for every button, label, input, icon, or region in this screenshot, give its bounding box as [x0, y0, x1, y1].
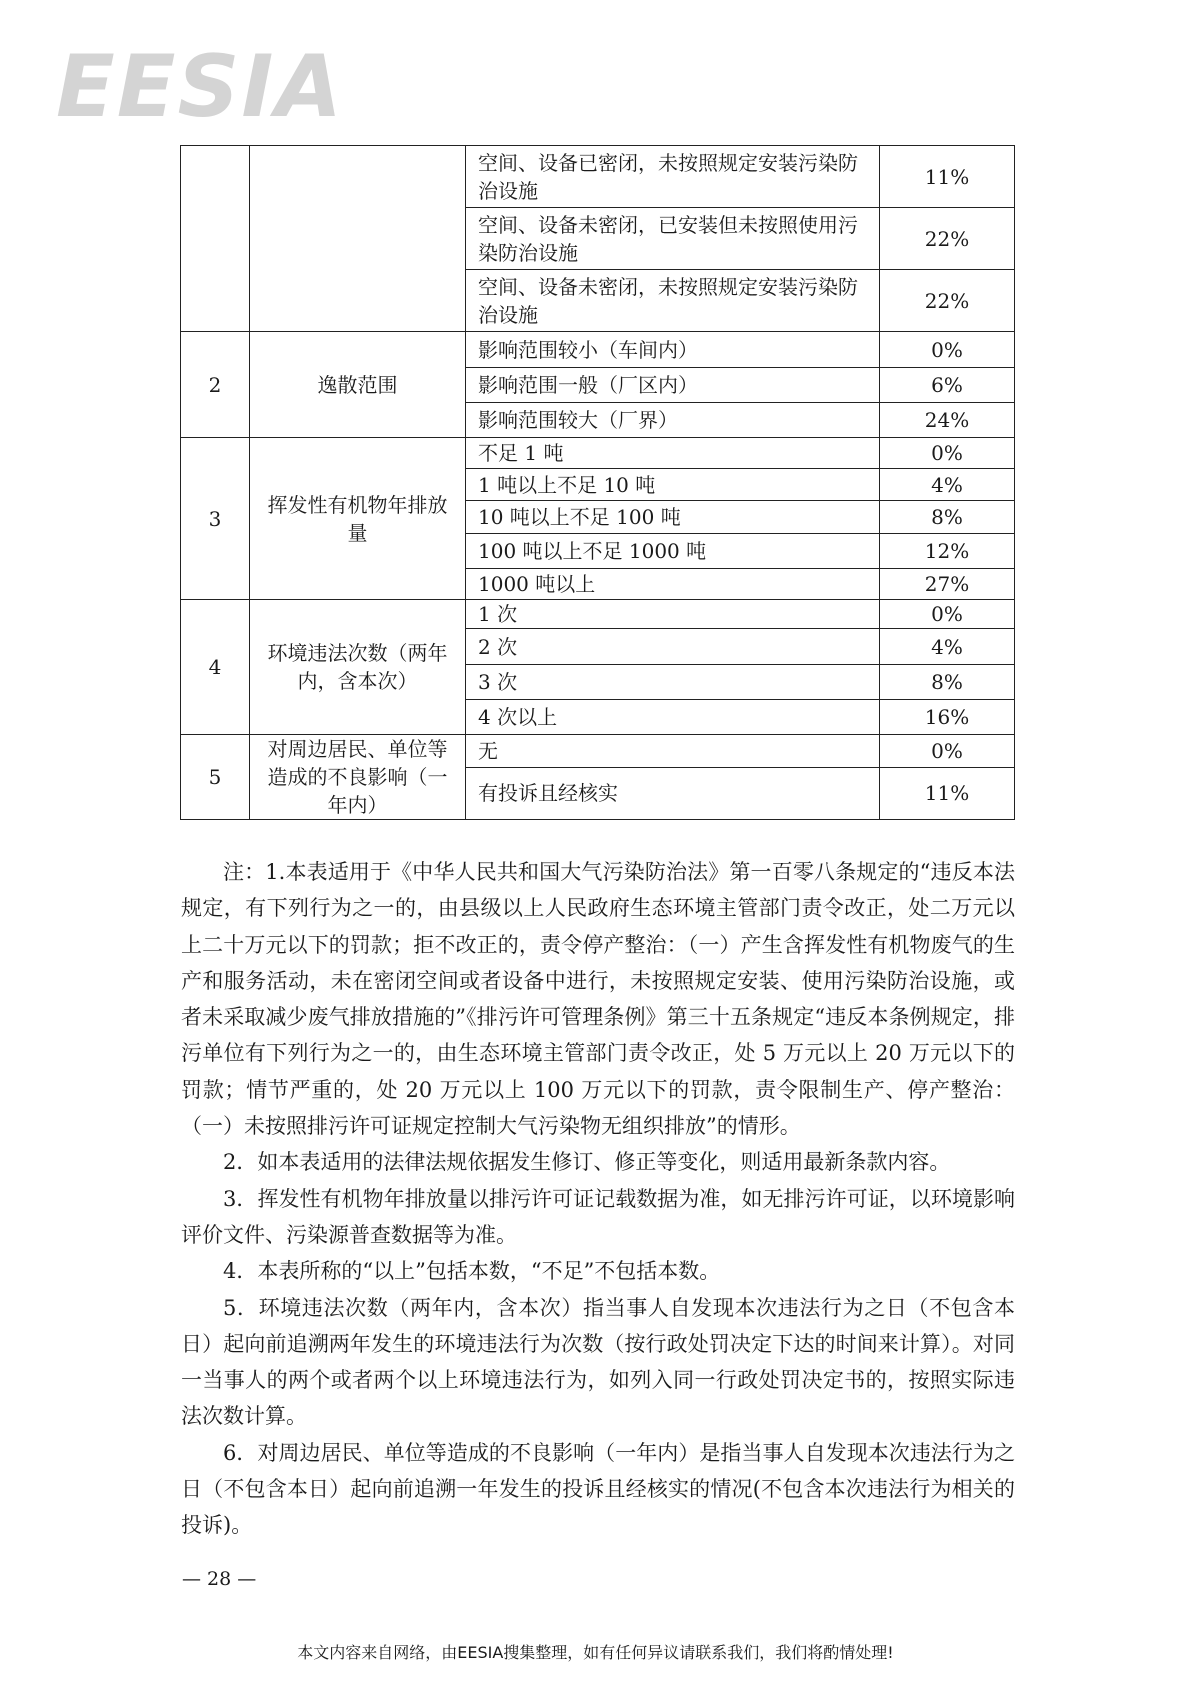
- note-1: 注：1.本表适用于《中华人民共和国大气污染防治法》第一百零八条规定的“违反本法规定，有下列行为之一的，由县级以上人民政府生态环境主管部门责令改正，处二万元以上二十万元以下的罚款；拒不改正的，责令停产整治：（一）产生含挥发性有机物废气的生产和服务活动，未在密闭空间或者设备中进行，未按照规定安装、使用污染防治设施，或者未采取减少废气排放措施的”《排污许可管理条例》第三十五条规定“违反本条例规定，排污单位有下列行为之一的，由生态环境主管部门责令改正，处 5 万元以上 20 万元以下的罚款；情节严重的，处 20 万元以上 100 万元以下的罚款，责令限制生产、停产整治：（一）未按照排污许可证规定控制大气污染物无组织排放”的情形。: [181, 860, 1015, 1139]
- penalty-percentage: 11%: [880, 146, 1015, 208]
- page-number: — 28 —: [182, 1568, 257, 1590]
- condition-description: 1000 吨以上: [466, 569, 880, 600]
- item-category: 环境违法次数（两年内，含本次）: [250, 600, 466, 735]
- penalty-percentage: 12%: [880, 534, 1015, 569]
- penalty-percentage: 6%: [880, 368, 1015, 403]
- penalty-percentage: 0%: [880, 332, 1015, 368]
- condition-description: 空间、设备已密闭，未按照规定安装污染防治设施: [466, 146, 880, 208]
- condition-description: 1 次: [466, 600, 880, 629]
- note-4: 4．本表所称的“以上”包括本数，“不足”不包括本数。: [223, 1259, 721, 1284]
- table-row: [181, 146, 1015, 208]
- condition-description: 空间、设备未密闭，未按照规定安装污染防治设施: [466, 270, 880, 332]
- condition-description: 无: [466, 735, 880, 768]
- item-number: 4: [181, 600, 250, 735]
- condition-description: 影响范围一般（厂区内）: [466, 368, 880, 403]
- table-row: [181, 735, 1015, 768]
- condition-description: 不足 1 吨: [466, 438, 880, 469]
- condition-description: 1 吨以上不足 10 吨: [466, 469, 880, 501]
- penalty-percentage: 11%: [880, 767, 1015, 819]
- penalty-percentage: 8%: [880, 501, 1015, 534]
- scoring-table: [180, 145, 1015, 820]
- condition-description: 10 吨以上不足 100 吨: [466, 501, 880, 534]
- penalty-percentage: 27%: [880, 569, 1015, 600]
- note-6: 6．对周边居民、单位等造成的不良影响（一年内）是指当事人自发现本次违法行为之日（不包含本日）起向前追溯一年发生的投诉且经核实的情况(不包含本次违法行为相关的投诉)。: [181, 1440, 1015, 1538]
- penalty-percentage: 0%: [880, 438, 1015, 469]
- item-category: 挥发性有机物年排放量: [250, 438, 466, 600]
- item-number: 2: [181, 332, 250, 438]
- penalty-percentage: 0%: [880, 600, 1015, 629]
- condition-description: 4 次以上: [466, 700, 880, 735]
- table-row: [181, 438, 1015, 469]
- penalty-percentage: 8%: [880, 665, 1015, 700]
- condition-description: 影响范围较大（厂界）: [466, 403, 880, 438]
- item-category: 逸散范围: [250, 332, 466, 438]
- penalty-percentage: 0%: [880, 735, 1015, 768]
- item-number: [181, 146, 250, 332]
- penalty-percentage: 22%: [880, 270, 1015, 332]
- table-row: [181, 600, 1015, 629]
- penalty-percentage: 4%: [880, 629, 1015, 665]
- penalty-percentage: 16%: [880, 700, 1015, 735]
- item-number: 5: [181, 735, 250, 820]
- notes: [181, 854, 1015, 1544]
- item-category: 对周边居民、单位等造成的不良影响（一年内）: [250, 735, 466, 820]
- note-2: 2．如本表适用的法律法规依据发生修订、修正等变化，则适用最新条款内容。: [223, 1150, 951, 1175]
- footer-disclaimer: 本文内容来自网络，由EESIA搜集整理，如有任何异议请联系我们，我们将酌情处理!: [297, 1643, 894, 1662]
- condition-description: 2 次: [466, 629, 880, 665]
- eesia-logo: EESIA: [56, 37, 344, 137]
- condition-description: 影响范围较小（车间内）: [466, 332, 880, 368]
- condition-description: 空间、设备未密闭，已安装但未按照使用污染防治设施: [466, 208, 880, 270]
- condition-description: 100 吨以上不足 1000 吨: [466, 534, 880, 569]
- condition-description: 3 次: [466, 665, 880, 700]
- table-row: [181, 332, 1015, 368]
- condition-description: 有投诉且经核实: [466, 767, 880, 819]
- penalty-percentage: 24%: [880, 403, 1015, 438]
- item-number: 3: [181, 438, 250, 600]
- note-5: 5．环境违法次数（两年内，含本次）指当事人自发现本次违法行为之日（不包含本日）起向前追溯两年发生的环境违法行为次数（按行政处罚决定下达的时间来计算）。对同一当事人的两个或者两个以上环境违法行为，如列入同一行政处罚决定书的，按照实际违法次数计算。: [181, 1295, 1015, 1429]
- item-category: [250, 146, 466, 332]
- penalty-percentage: 22%: [880, 208, 1015, 270]
- penalty-percentage: 4%: [880, 469, 1015, 501]
- note-3: 3．挥发性有机物年排放量以排污许可证记载数据为准，如无排污许可证，以环境影响评价文件、污染源普查数据等为准。: [181, 1186, 1015, 1247]
